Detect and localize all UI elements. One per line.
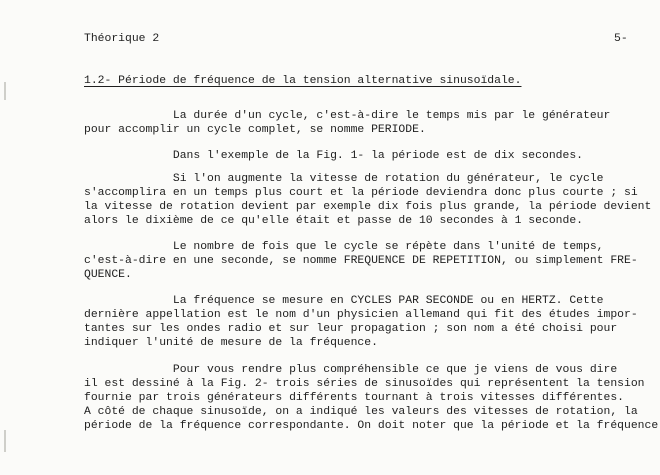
- page-header-title: Théorique 2: [84, 33, 160, 45]
- margin-mark: [4, 82, 6, 100]
- paragraph-line: Pour vous rendre plus compréhensible ce que je viens de vous dire: [84, 364, 618, 376]
- paragraph-line: fournie par trois générateurs différents tournant à trois vitesses différentes.: [84, 392, 625, 404]
- paragraph-line: tantes sur les ondes radio et sur leur propagation ; son nom a été choisi pour: [84, 323, 618, 335]
- paragraph-line: alors le dixième de ce qu'elle était et passe de 10 secondes à 1 seconde.: [84, 215, 583, 227]
- paragraph-line: c'est-à-dire en une seconde, se nomme FREQUENCE DE REPETITION, ou simplement FRE-: [84, 255, 638, 267]
- paragraph-line: A côté de chaque sinusoïde, on a indiqué les valeurs des vitesses de rotation, la: [84, 406, 638, 418]
- page-number: 5-: [614, 33, 628, 45]
- paragraph-line: Si l'on augmente la vitesse de rotation du générateur, le cycle: [84, 173, 604, 185]
- paragraph-line: La fréquence se mesure en CYCLES PAR SECONDE ou en HERTZ. Cette: [84, 295, 604, 307]
- paragraph-line: Le nombre de fois que le cycle se répète dans l'unité de temps,: [84, 241, 604, 253]
- paragraph-line: La durée d'un cycle, c'est-à-dire le temps mis par le générateur: [84, 110, 611, 122]
- margin-mark: [4, 430, 6, 452]
- paragraph-line: pour accomplir un cycle complet, se nomme PERIODE.: [84, 124, 426, 136]
- paragraph-line: indiquer l'unité de mesure de la fréquence.: [84, 337, 378, 349]
- section-title: 1.2- Période de fréquence de la tension alternative sinusoïdale.: [84, 75, 522, 87]
- paragraph-line: QUENCE.: [84, 269, 132, 281]
- paragraph-line: Dans l'exemple de la Fig. 1- la période est de dix secondes.: [84, 150, 583, 162]
- paragraph-line: la vitesse de rotation devient par exemple dix fois plus grande, la période devient: [84, 201, 652, 213]
- paragraph-line: période de la fréquence correspondante. On doit noter que la période et la fréquence: [84, 420, 659, 432]
- paragraph-line: il est dessiné à la Fig. 2- trois séries de sinusoïdes qui représentent la tension: [84, 378, 645, 390]
- paragraph-line: s'accomplira en un temps plus court et la période deviendra donc plus courte ; si: [84, 187, 638, 199]
- paragraph-line: dernière appellation est le nom d'un physicien allemand qui fit des études impor-: [84, 309, 638, 321]
